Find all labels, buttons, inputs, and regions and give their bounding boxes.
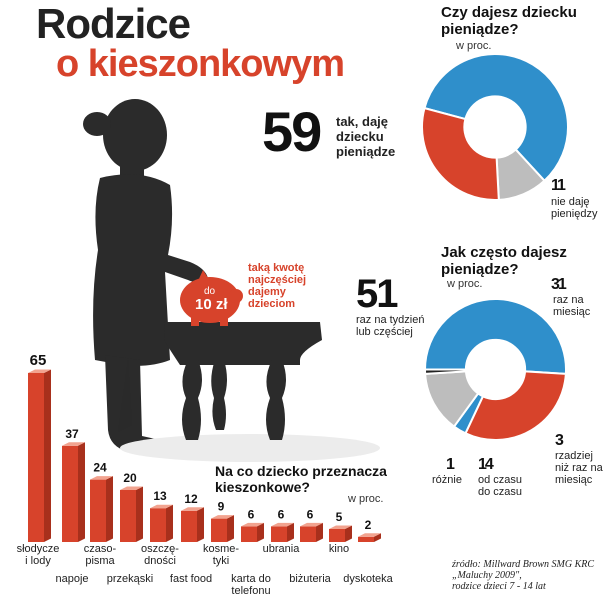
bar-value-label: 6 [306,507,314,522]
pie1-slice-2 [422,108,499,200]
bar-chart [0,330,400,604]
page-title-line2: o kieszonkowym [56,43,344,85]
bar-category-label: dyskoteka [343,573,393,585]
bar-value-label: 2 [364,517,372,532]
pie2-value-3: 3 [555,432,562,449]
pie2-value-31: 31 [551,276,565,293]
bar-0 [28,373,44,542]
bar-category-label: przekąski [106,573,154,585]
bar-8 [271,526,287,542]
source-line3: rodzice dzieci 7 - 14 lat [452,581,546,592]
bar-category-label: ubrania [262,543,300,555]
source-line2: „Maluchy 2009", [452,570,522,581]
pie2-value-1: 1 [446,456,453,473]
bar-value-label: 24 [93,460,107,475]
bar-value-label: 5 [335,510,343,524]
pie2-label-1: różnie [432,474,462,486]
bar-value-label: 20 [123,471,137,485]
source-line1: źródło: Millward Brown SMG KRC [452,559,595,570]
bar-3 [120,490,136,542]
bar-question: Na co dziecko przeznacza kieszonkowe? [215,463,387,495]
bar-category-label: karta do telefonu [231,573,271,597]
bar-11 [358,537,374,542]
pie2-main-value: 51 [356,272,397,316]
bar-category-label: kino [328,543,350,555]
pie2-question: Jak często dajesz pieniądze? [441,244,567,278]
pie2-chart [423,297,568,442]
bar-6 [211,519,227,542]
bar-7 [241,526,257,542]
bar-5 [181,511,197,542]
pie2-unit: w proc. [447,278,483,290]
pie2-main-label: raz na tydzień lub częściej [356,314,425,338]
bar-9 [300,526,316,542]
bar-side-5 [197,507,204,542]
bar-category-label: biżuteria [289,573,331,585]
bar-2 [90,480,106,542]
pie2-label-3: rzadziej niż raz na miesiąc [555,450,603,486]
bar-side-6 [227,515,234,542]
bar-value-label: 6 [247,507,255,522]
bar-value-label: 6 [277,507,285,522]
page-title-line1: Rodzice [36,0,191,47]
pie1-unit: w proc. [456,40,492,52]
bar-side-1 [78,442,85,542]
pie1-question: Czy dajesz dziecku pieniądze? [441,4,577,38]
pie2-label-31: raz na miesiąc [553,294,591,318]
pie1-minor-label: nie daję pieniędzy [551,196,598,220]
bar-side-3 [136,487,143,543]
pie2-label-14: od czasu do czasu [478,474,523,498]
bar-value-label: 37 [65,426,79,441]
pie1-main-value: 59 [262,100,321,163]
pie2-slice-0 [425,299,566,374]
amount-prefix: do [204,286,216,297]
bar-side-2 [106,476,113,542]
bar-1 [62,446,78,542]
bar-value-label: 65 [29,352,47,369]
bar-category-label: kosme-tyki [202,543,240,567]
pie2-slice-1 [465,371,565,440]
pie1-main-label: tak, daję dziecku pieniądze [336,114,396,159]
bar-side-0 [44,370,51,543]
bar-value-label: 12 [184,491,198,506]
bar-category-label: napoje [55,573,89,585]
pie1-minor-value: 11 [551,177,564,194]
bar-category-label: czaso-pisma [83,543,117,567]
bar-value-label: 13 [153,489,167,504]
pie1-chart [420,52,570,202]
amount-value: 10 zł [195,296,228,313]
bar-unit: w proc. [348,493,384,505]
bar-category-label: słodycze i lody [16,543,60,567]
bar-side-4 [166,505,173,542]
bar-category-label: fast food [169,573,213,585]
bar-10 [329,529,345,542]
amount-caption: taką kwotę najczęściej dajemy dzieciom [248,262,307,310]
bar-category-label: oszczę-dności [141,543,179,567]
bar-value-label: 9 [217,499,225,514]
pie2-value-14: 14 [478,456,492,473]
bar-4 [150,508,166,542]
